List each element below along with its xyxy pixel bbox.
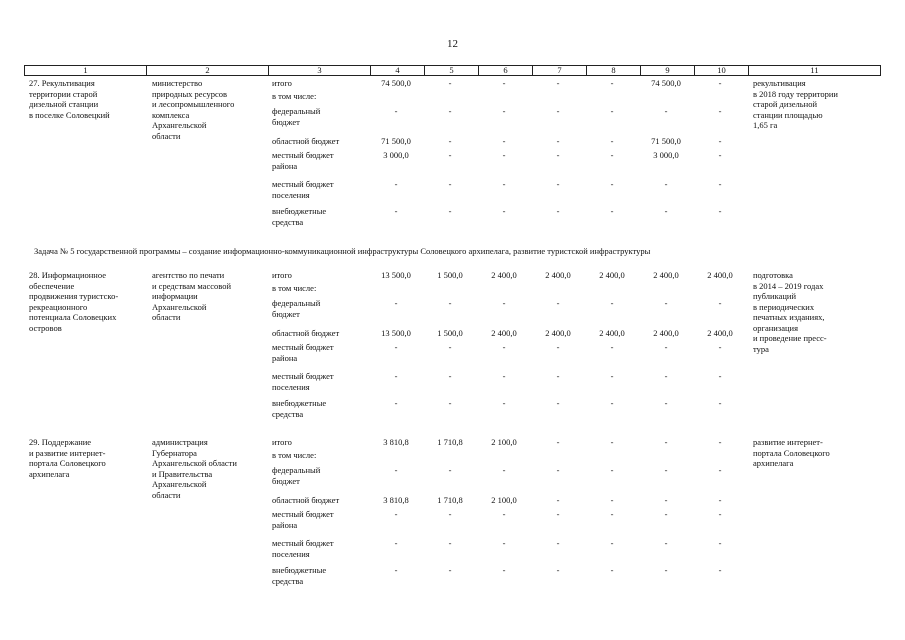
funding-value: -: [610, 398, 614, 408]
funding-value: -: [664, 509, 668, 519]
funding-value: -: [556, 437, 560, 447]
funding-value: -: [610, 509, 614, 519]
funding-value: -: [556, 465, 560, 475]
header-col-8: 8: [587, 66, 641, 76]
measure-executor: агентство по печати и средствам массовой информации Архангельской области: [152, 270, 231, 322]
funding-source: в том числе:: [272, 283, 317, 293]
funding-value: -: [718, 179, 722, 189]
funding-value: -: [610, 371, 614, 381]
funding-value: -: [502, 106, 506, 116]
funding-value: -: [718, 342, 722, 352]
header-col-5: 5: [425, 66, 479, 76]
funding-value: 2 400,0: [545, 328, 571, 338]
funding-value: 2 100,0: [491, 495, 517, 505]
funding-value: 2 400,0: [707, 270, 733, 280]
header-col-4: 4: [371, 66, 425, 76]
funding-value: -: [448, 78, 452, 88]
funding-value: -: [664, 371, 668, 381]
funding-value: -: [664, 437, 668, 447]
funding-value: -: [556, 509, 560, 519]
funding-value: -: [664, 398, 668, 408]
column-header-table: [24, 65, 881, 76]
funding-source: федеральный бюджет: [272, 106, 321, 127]
funding-value: -: [718, 106, 722, 116]
funding-source: федеральный бюджет: [272, 298, 321, 319]
funding-value: -: [448, 136, 452, 146]
funding-value: 13 500,0: [381, 270, 411, 280]
funding-value: -: [556, 78, 560, 88]
funding-value: -: [502, 78, 506, 88]
funding-value: -: [556, 298, 560, 308]
funding-value: -: [718, 565, 722, 575]
funding-source: итого: [272, 270, 292, 280]
funding-value: -: [394, 465, 398, 475]
funding-value: -: [394, 509, 398, 519]
funding-value: -: [718, 136, 722, 146]
task-5-heading: Задача № 5 государственной программы – создание информационно-коммуникационной инфраструктуры Соловецкого архипелага, развитие туристской инфраструктуры: [34, 246, 651, 256]
funding-value: -: [394, 342, 398, 352]
funding-value: -: [394, 206, 398, 216]
funding-value: 2 400,0: [653, 270, 679, 280]
funding-value: -: [394, 538, 398, 548]
funding-value: 74 500,0: [381, 78, 411, 88]
funding-value: -: [556, 495, 560, 505]
funding-value: -: [718, 495, 722, 505]
funding-value: -: [556, 106, 560, 116]
funding-value: -: [610, 565, 614, 575]
funding-value: -: [448, 538, 452, 548]
funding-value: 1 710,8: [437, 495, 463, 505]
funding-source: местный бюджет района: [272, 509, 334, 530]
funding-value: -: [664, 565, 668, 575]
funding-value: -: [556, 206, 560, 216]
header-col-9: 9: [641, 66, 695, 76]
funding-value: -: [610, 437, 614, 447]
funding-source: областной бюджет: [272, 328, 340, 338]
funding-value: -: [718, 465, 722, 475]
measure-name: 29. Поддержание и развитие интернет- портала Соловецкого архипелага: [29, 437, 106, 479]
funding-value: 1 710,8: [437, 437, 463, 447]
header-col-7: 7: [533, 66, 587, 76]
measure-result: развитие интернет- портала Соловецкого архипелага: [753, 437, 830, 468]
funding-value: -: [394, 179, 398, 189]
funding-value: -: [502, 150, 506, 160]
funding-source: внебюджетные средства: [272, 206, 327, 227]
funding-source: местный бюджет района: [272, 342, 334, 363]
funding-value: -: [556, 371, 560, 381]
funding-value: -: [502, 538, 506, 548]
funding-value: -: [664, 179, 668, 189]
header-col-1: 1: [25, 66, 147, 76]
funding-value: -: [556, 150, 560, 160]
funding-value: 2 400,0: [491, 328, 517, 338]
page-number: 12: [447, 38, 458, 50]
funding-value: -: [394, 398, 398, 408]
funding-value: -: [610, 538, 614, 548]
header-col-6: 6: [479, 66, 533, 76]
funding-value: -: [610, 495, 614, 505]
funding-value: -: [448, 298, 452, 308]
funding-value: -: [448, 371, 452, 381]
funding-value: -: [448, 206, 452, 216]
funding-value: -: [610, 150, 614, 160]
funding-value: 71 500,0: [651, 136, 681, 146]
funding-value: -: [394, 371, 398, 381]
funding-value: -: [502, 136, 506, 146]
funding-value: -: [664, 538, 668, 548]
measure-executor: администрация Губернатора Архангельской области и Правительства Архангельской области: [152, 437, 237, 500]
funding-value: -: [502, 179, 506, 189]
funding-value: -: [556, 538, 560, 548]
funding-value: -: [502, 342, 506, 352]
funding-value: -: [664, 495, 668, 505]
funding-value: -: [448, 509, 452, 519]
funding-value: -: [556, 136, 560, 146]
funding-value: 3 810,8: [383, 495, 409, 505]
funding-value: -: [448, 465, 452, 475]
funding-value: 2 400,0: [653, 328, 679, 338]
funding-value: 2 100,0: [491, 437, 517, 447]
funding-value: -: [664, 298, 668, 308]
funding-value: 2 400,0: [599, 328, 625, 338]
funding-value: 3 810,8: [383, 437, 409, 447]
funding-source: местный бюджет поселения: [272, 538, 334, 559]
funding-value: -: [718, 398, 722, 408]
funding-value: -: [610, 179, 614, 189]
funding-value: -: [610, 78, 614, 88]
funding-value: -: [502, 398, 506, 408]
funding-value: -: [718, 206, 722, 216]
funding-source: местный бюджет поселения: [272, 179, 334, 200]
funding-value: -: [502, 565, 506, 575]
funding-source: внебюджетные средства: [272, 398, 327, 419]
funding-value: -: [610, 206, 614, 216]
header-col-3: 3: [269, 66, 371, 76]
funding-value: -: [664, 106, 668, 116]
funding-value: -: [556, 565, 560, 575]
measure-result: рекультивация в 2018 году территории старой дизельной станции площадью 1,65 га: [753, 78, 838, 130]
funding-value: -: [556, 398, 560, 408]
funding-source: местный бюджет района: [272, 150, 334, 171]
funding-value: -: [610, 465, 614, 475]
funding-value: -: [664, 206, 668, 216]
funding-value: -: [502, 206, 506, 216]
funding-source: областной бюджет: [272, 136, 340, 146]
measure-name: 28. Информационное обеспечение продвижения туристско- рекреационного потенциала Соловецких островов: [29, 270, 119, 333]
funding-value: -: [394, 565, 398, 575]
funding-source: итого: [272, 437, 292, 447]
funding-value: -: [664, 342, 668, 352]
funding-value: -: [610, 136, 614, 146]
funding-value: -: [394, 298, 398, 308]
funding-value: -: [718, 298, 722, 308]
funding-value: -: [502, 465, 506, 475]
funding-value: -: [448, 150, 452, 160]
funding-value: 3 000,0: [383, 150, 409, 160]
funding-value: 1 500,0: [437, 270, 463, 280]
funding-value: -: [556, 342, 560, 352]
funding-value: -: [610, 298, 614, 308]
header-col-2: 2: [147, 66, 269, 76]
funding-value: -: [448, 398, 452, 408]
measure-name: 27. Рекультивация территории старой дизельной станции в поселке Соловецкий: [29, 78, 110, 120]
funding-value: -: [502, 298, 506, 308]
measure-executor: министерство природных ресурсов и лесопромышленного комплекса Архангельской области: [152, 78, 235, 141]
funding-value: 13 500,0: [381, 328, 411, 338]
funding-value: -: [448, 179, 452, 189]
funding-value: -: [718, 150, 722, 160]
funding-value: -: [664, 465, 668, 475]
funding-source: областной бюджет: [272, 495, 340, 505]
funding-source: итого: [272, 78, 292, 88]
funding-value: -: [502, 509, 506, 519]
funding-value: -: [502, 371, 506, 381]
funding-value: 2 400,0: [599, 270, 625, 280]
funding-value: 1 500,0: [437, 328, 463, 338]
funding-value: -: [448, 106, 452, 116]
header-col-10: 10: [695, 66, 749, 76]
funding-source: внебюджетные средства: [272, 565, 327, 586]
funding-value: -: [718, 538, 722, 548]
funding-value: 71 500,0: [381, 136, 411, 146]
funding-source: федеральный бюджет: [272, 465, 321, 486]
funding-value: 2 400,0: [707, 328, 733, 338]
funding-value: 2 400,0: [491, 270, 517, 280]
funding-value: -: [556, 179, 560, 189]
measure-result: подготовка в 2014 – 2019 годах публикаций в периодических печатных изданиях, организация и проведение пресс- тура: [753, 270, 827, 354]
funding-value: -: [610, 342, 614, 352]
funding-source: местный бюджет поселения: [272, 371, 334, 392]
funding-value: -: [718, 371, 722, 381]
funding-value: 74 500,0: [651, 78, 681, 88]
funding-value: -: [718, 509, 722, 519]
funding-value: -: [718, 437, 722, 447]
funding-source: в том числе:: [272, 91, 317, 101]
funding-value: -: [448, 565, 452, 575]
funding-value: -: [718, 78, 722, 88]
funding-value: 3 000,0: [653, 150, 679, 160]
funding-value: -: [394, 106, 398, 116]
funding-source: в том числе:: [272, 450, 317, 460]
funding-value: -: [448, 342, 452, 352]
funding-value: -: [610, 106, 614, 116]
funding-value: 2 400,0: [545, 270, 571, 280]
header-col-11: 11: [749, 66, 881, 76]
